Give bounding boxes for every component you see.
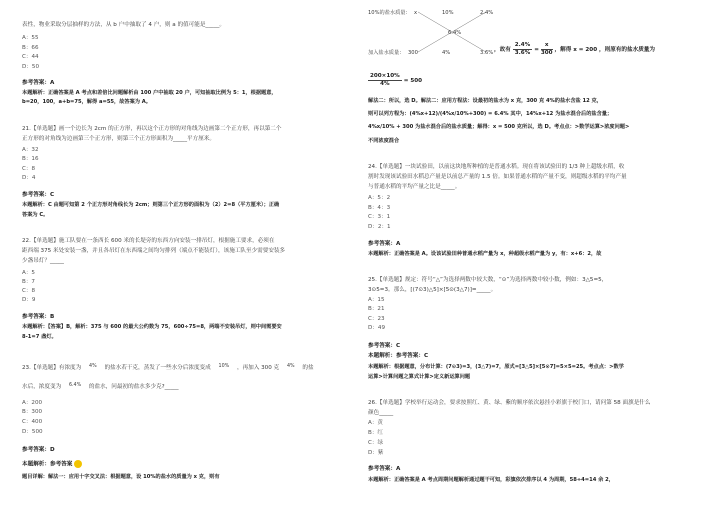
diagram-right-bottom: 3.6%: [480, 50, 494, 56]
option-d: D：2：1: [368, 224, 391, 230]
question-21-stem: 正方形的对角线为边画第三个正方形，则第三个正方形面积为_____平方厘米。: [22, 136, 215, 142]
option-b: B：21: [368, 306, 385, 312]
question-22-stem: 22.【单选题】施工队要在一条西长 600 米的长堤旁的东西方向安装一排吊灯，根据施工要求，必须在: [22, 238, 275, 244]
question-24-stem: 24.【单选题】一块试验田，以前这块地所种植的是普通水稻。现在将该试验田的 1/3 种上超级水稻，收: [368, 164, 625, 170]
option-b: B：300: [22, 409, 43, 415]
option-b: B：红: [368, 430, 384, 436]
option-d: D：49: [368, 325, 386, 331]
question-22-stem: 少盏吊灯？_____: [22, 258, 64, 264]
diagram-left-top: 10%: [442, 10, 454, 16]
option-a: A：32: [22, 147, 39, 153]
answer-label: 参考答案：D: [22, 447, 55, 453]
answer-label: 参考答案：A: [368, 466, 401, 472]
option-c: C：44: [22, 54, 39, 60]
analysis-label: 本题解析：参考答案：C: [368, 353, 429, 359]
analysis-text: 本题解析：正确答案是 A 考点周期问题解析通过题干可知，彩旗依次排序以 4 为周期，58÷4=14 余 2，: [368, 477, 614, 483]
option-a: A：55: [22, 35, 39, 41]
analysis-text: 本题解析：正确答案是 A 考点和差倍比问题解析由 100 户中抽取 20 户，可知抽取比例为 5：1，根据题意，: [22, 90, 277, 96]
analysis-text: 不同浓度混合: [368, 138, 400, 144]
question-22-stem: 距西端 375 米处安装一盏，并且各吊灯在东西端之间均匀排列（端点不能装灯），该施工队至少需要安装多: [22, 248, 286, 254]
analysis-label: 本题解析：参考答案: [22, 460, 82, 468]
option-b: B：16: [22, 156, 39, 162]
question-21-stem: 21.【单选题】画一个边长为 2cm 的正方形，再以这个正方形的对角线为边画第二个正方形，再以第二个: [22, 126, 282, 132]
analysis-text: 解法二：所以，选 D。解法二：应用方程法：设最初的盐水为 x 克，300 克 4%的盐水含盐 12 克，: [368, 98, 602, 104]
analysis-text: 答案为 C。: [22, 212, 49, 218]
option-b: B：7: [22, 279, 35, 285]
analysis-text: 8-1=7 盏灯。: [22, 334, 57, 340]
question-25-stem: 25.【单选题】规定：符号“△”为选择两数中较大数，“⊙”为选择两数中较小数，例如：3△5=5，: [368, 277, 608, 283]
option-a: A：5: [22, 270, 35, 276]
option-a: A：黄: [368, 420, 384, 426]
diagram-row1-label: 10%的盐水质量：: [368, 10, 411, 16]
analysis-text: 4%x/10% + 300 为盐水混合后的盐水质量；解得：x = 500 克所以，选 D。考点点：>数学运算>浓度问题>: [368, 124, 630, 130]
analysis-text: 本题解析：正确答案是 A。设该试验田种普通水稻产量为 x，种超级水稻产量为 y，有：x+6：2，故: [368, 251, 602, 257]
question-23-stem: 水后，浓度变为 6.4% 的盐水，问最初的盐水多少克?_____: [22, 383, 179, 390]
question-26-stem: 颜色_____: [368, 410, 394, 416]
answer-label: 参考答案：A: [368, 241, 401, 247]
analysis-text: b=20，100，a+b=75，解得 a=55，故答案为 A。: [22, 99, 151, 105]
option-c: C：绿: [368, 440, 384, 446]
fraction: $\frac{x}{300}$: [540, 42, 553, 56]
fraction: $\frac{2.4\%}{3.6\%}$: [514, 42, 531, 56]
option-a: A：5：2: [368, 195, 391, 201]
option-d: D：50: [22, 64, 40, 70]
option-b: B：66: [22, 45, 39, 51]
diagram-row2-var: 300: [408, 50, 418, 56]
question-24-stem: 割时发现该试验田水稻总产量是以前总产量的 1.5 倍。如果普通水稻的产量不变，则超级水稻的平均产量: [368, 174, 627, 180]
option-a: A：15: [368, 297, 385, 303]
option-c: C：8: [22, 166, 36, 172]
answer-label: 参考答案：C: [22, 192, 55, 198]
answer-label: 参考答案：A: [22, 80, 55, 86]
question-24-stem: 与普通水稻的平均产量之比是_____。: [368, 184, 461, 190]
answer-label: 参考答案：C: [368, 343, 401, 349]
option-c: C：23: [368, 316, 385, 322]
diagram-right-top: 2.4%: [480, 10, 494, 16]
option-c: C：3：1: [368, 214, 391, 220]
option-d: D：500: [22, 429, 43, 435]
question-stem: 表性，物业采取分层抽样的方法，从 b 户中抽取了 4 户，则 a 的值可能是_____。: [22, 22, 226, 28]
diagram-row2-label: 加入盐水质量：: [368, 50, 405, 56]
question-26-stem: 26.【单选题】学校举行运动会，要求按照红、黄、绿、紫的顺序依次悬挂小彩旗于校门口，请问第 58 面旗是什么: [368, 400, 651, 406]
option-b: B：4：3: [368, 205, 391, 211]
diagram-center: 6.4%: [448, 30, 462, 36]
analysis-text: 本题解析：【答案】B，解析：375 与 600 的最大公约数为 75，600÷75=8，两端不安装吊灯，则中间需要安: [22, 324, 282, 330]
analysis-text: 则可以列方程为：(4%x+12)/(4%x/10%+300) = 6.4% 其中，14%x+12 为盐水混合后的盐含量；: [368, 111, 613, 117]
smiley-emoji-icon: [74, 460, 82, 468]
option-d: D：4: [22, 175, 36, 181]
fraction: $\frac{200\times 10\%}{4\%}$: [370, 73, 400, 87]
option-c: C：8: [22, 288, 36, 294]
analysis-text: 本题解析：根据题意，分布计算：(7⊙3)=3，(3△7)=7，原式=[3△5]×[5⊙7]=5×5=25。考点点：>数学: [368, 364, 624, 370]
equation-line-1: ，故有 $\frac{2.4\%}{3.6\%}$ = $\frac{x}{300}$ ，解得 x = 200 ，则原有的盐水质量为: [494, 42, 655, 56]
question-25-stem: 3⊙5=3。那么，[(7⊙3)△5]×[5⊙(3△7)]=_____。: [368, 287, 497, 293]
answer-label: 参考答案：B: [22, 314, 55, 320]
option-a: A：200: [22, 400, 43, 406]
right-column: [368, 0, 698, 508]
analysis-text: 运算>计算问题之算式计算>定义新运算问题: [368, 374, 471, 380]
option-d: D：9: [22, 297, 36, 303]
analysis-text: 本题解析：C 由题可知第 2 个正方形对角线长为 2cm；则第三个正方形的面积为（2）2=8（平方厘米）；正确: [22, 202, 280, 208]
analysis-text: 题目详解：解法一：应用十字交叉法：根据题意，设 10%的盐水的质量为 x 克，则有: [22, 474, 220, 480]
diagram-row1-var: x: [414, 10, 418, 16]
option-d: D：紫: [368, 450, 384, 456]
left-column: [22, 0, 352, 508]
equation-line-2: $\frac{200\times 10\%}{4\%}$ = 500: [370, 73, 423, 87]
diagram-left-bottom: 4%: [442, 50, 451, 56]
option-c: C：400: [22, 419, 43, 425]
question-23-stem: 23.【单选题】有浓度为 4% 的盐水若干克，蒸发了一些水分后浓度变成 10% ，再加入 300 克 4% 的盐: [22, 364, 314, 371]
